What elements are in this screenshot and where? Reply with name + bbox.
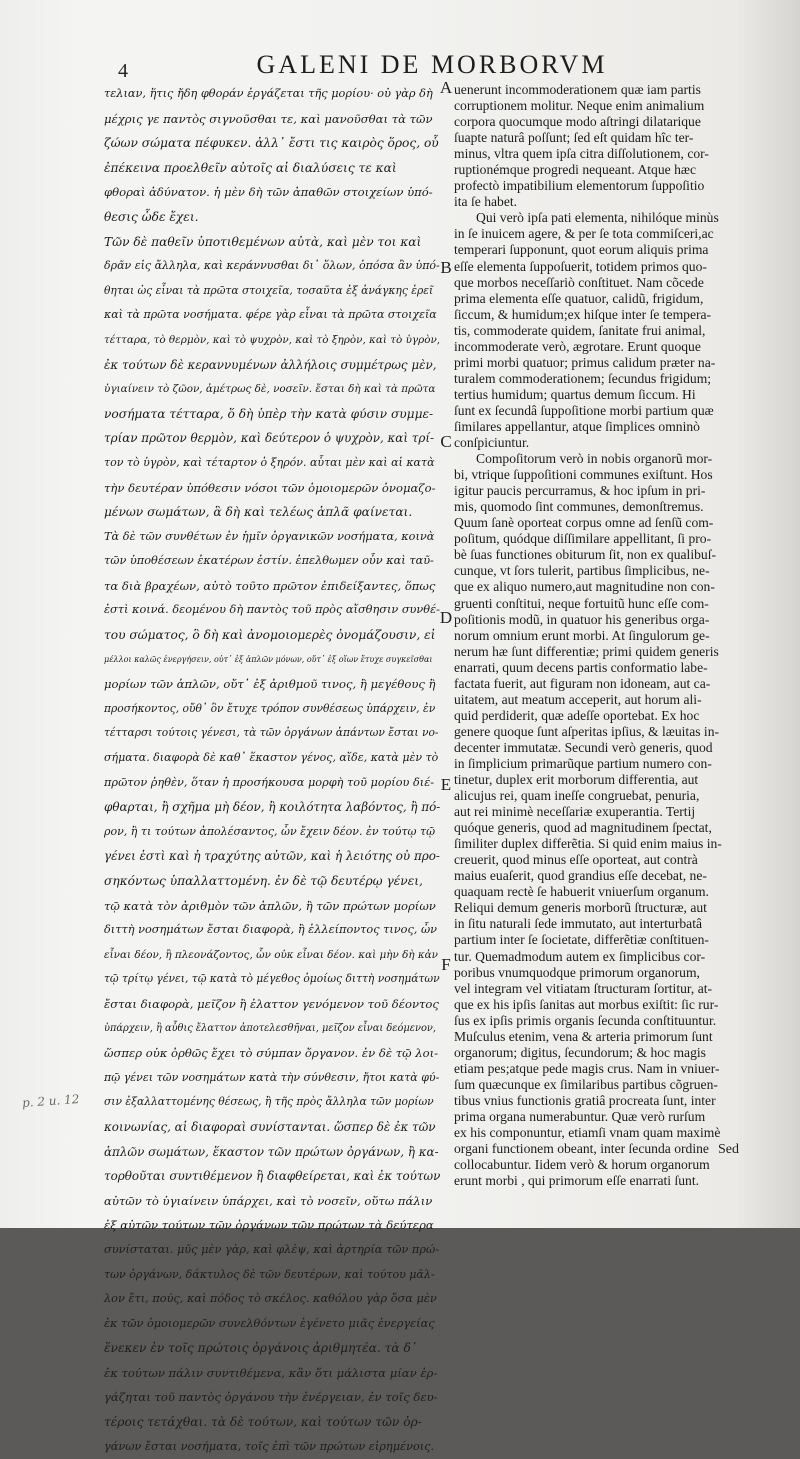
greek-text-line: μέλλοι καλῶς ἐνεργήσειν, οὐτ᾽ ἐξ ἁπλῶν μόνων, οὔτ᾽ ἐξ οἵων ἔτυχε συγκεῖσθαι bbox=[104, 654, 433, 664]
section-marker: B bbox=[440, 258, 452, 277]
latin-text-line: tibus vnius functionis gratiâ procreata ſunt, inter bbox=[454, 1092, 716, 1108]
latin-text-line: que ex aliquo numero,aut magnitudine non con- bbox=[454, 579, 715, 595]
latin-text-line: organi functionem obeant, inter ſecunda ordine bbox=[454, 1141, 709, 1157]
latin-text-line: turalem commoderationem; ſecundus frigidum; bbox=[454, 370, 712, 386]
greek-text-line: καὶ τὰ πρῶτα νοσήματα. φέρε γὰρ εἶναι τὰ πρῶτα στοιχεῖα bbox=[104, 308, 437, 322]
latin-text-line: corruptionem molitur. Neque enim animalium bbox=[454, 98, 705, 114]
greek-text-line: Τὰ δὲ τῶν συνθέτων ἐν ἡμῖν ὀργανικῶν νοσήματα, κοινὰ bbox=[104, 529, 435, 543]
greek-text-line: τα διὰ βραχέων, αὐτὸ τοῦτο πρῶτον ἐπιδείξαντες, ὅπως bbox=[104, 578, 436, 593]
latin-text-line: ſuapte naturâ poſſunt; ſed eſt quidam hîc ter- bbox=[454, 130, 694, 146]
greek-text-line: θηται ὡς εἶναι τὰ πρῶτα στοιχεῖα, τοσαῦτα ἐξ ἀνάγκης ἐρεῖ bbox=[104, 283, 434, 297]
page-header bbox=[112, 48, 752, 84]
latin-text-line: ſiccum, & humidum;ex hiſque inter ſe tempera- bbox=[454, 306, 712, 322]
greek-text-line: ζώων σώματα πέφυκεν. ἀλλ᾽ ἔστι τις καιρὸς ὅρος, οὗ bbox=[104, 136, 439, 151]
greek-text-line: αὐτῶν τὸ ὑγιαίνειν ὑπάρχει, καὶ τὸ νοσεῖν, οὕτω πάλιν bbox=[104, 1193, 433, 1208]
latin-text-line: ſimiliter duplex differẽtia. Si quid enim maius in- bbox=[454, 836, 722, 852]
greek-text-line: τὴν δευτέραν ὑπόθεσιν νόσοι τῶν ὁμοιομερῶν ὀνομαζο- bbox=[104, 480, 436, 495]
greek-text-line: θεσις ὧδε ἔχει. bbox=[104, 209, 199, 224]
section-marker: D bbox=[439, 608, 453, 627]
latin-text-line: nerum hæ ſunt differentiæ; primi quidem generis bbox=[454, 643, 719, 659]
latin-text-line: Qui verò ipſa pati elementa, nihilóque minùs bbox=[476, 210, 719, 226]
latin-text-line: genere quoque ſunt aſperitas ipſius, & læuitas in- bbox=[454, 723, 720, 739]
greek-text-line: τρίαν πρῶτον θερμὸν, καὶ δεύτερον ὁ ψυχρὸν, καὶ τρί- bbox=[104, 431, 435, 446]
latin-text-line: ſimilares appellantur, atque ſimplices omninò bbox=[454, 418, 700, 434]
greek-text-line: φθαρται, ἢ σχῆμα μὴ δέον, ἢ κοιλότητα λαβόντος, ἢ πό- bbox=[104, 800, 441, 815]
greek-text-line: σηκόντως ὑπαλλαττομένη. ἐν δὲ τῷ δευτέρῳ γένει, bbox=[104, 874, 423, 888]
greek-text-line: γένει ἐστὶ καὶ ἡ τραχύτης αὐτῶν, καὶ ἡ λειότης οὐ προ- bbox=[104, 849, 440, 864]
latin-text-line: incommoderate verò, ægrotare. Erunt quoque bbox=[454, 338, 701, 354]
greek-text-line: Τῶν δὲ παθεῖν ὑποτιθεμένων αὐτὰ, καὶ μὲν τοι καὶ bbox=[104, 234, 422, 249]
latin-text-line: in ſe inuicem agere, & per ſe tota commiſceri,ac bbox=[454, 226, 714, 242]
greek-text-line: κοινωνίας, αἱ διαφοραὶ συνίστανται. ὥσπερ δὲ ἐκ τῶν bbox=[104, 1119, 436, 1134]
latin-text-line: ſum quæcunque ex ſimilaribus partibus cõgruen- bbox=[454, 1076, 718, 1092]
greek-text-line: σήματα. διαφορὰ δὲ καθ᾽ ἕκαστον γένος, αἵδε, κατὰ μὲν τὸ bbox=[104, 751, 439, 765]
latin-text-line: ſunt ex ſecundâ ſuppoſitione morbi partium quæ bbox=[454, 402, 714, 418]
greek-text-line: τέροις τετάχθαι. τὰ δὲ τούτων, καὶ τούτων τῶν ὀρ- bbox=[104, 1415, 422, 1430]
latin-text-line: decenter immutatæ. Secundi verò generis, quod bbox=[454, 739, 713, 755]
latin-text-line: tur. Quemadmodum autem ex ſimplicibus cor- bbox=[454, 948, 706, 964]
latin-text-line: minus, vltra quem ipſa citra diſſolutionem, cor- bbox=[454, 146, 709, 162]
latin-text-line: conſpiciuntur. bbox=[454, 435, 530, 451]
latin-text-line: temperari ſupponunt, quot eorum aliquis prima bbox=[454, 242, 709, 258]
latin-text-line: poſitum, quódque diſſimilare appellitant, ſi pro- bbox=[454, 531, 712, 547]
handwritten-margin-note: p. 2 u. 12 bbox=[21, 1092, 80, 1110]
greek-text-line: γάνων ἔσται νοσήματα, τοῖς ἐπὶ τῶν πρώτων εἰρημένοις. bbox=[104, 1439, 435, 1453]
latin-text-line: Compoſitorum verò in nobis organorũ mor- bbox=[476, 451, 713, 467]
latin-text-line: profectò impatibilium elementorum ſuppoſitio bbox=[454, 178, 705, 194]
latin-text-line: cunque, vt ſors tulerit, partibus ſimplicibus, ne- bbox=[454, 563, 710, 579]
latin-text-line: bi, vtrique ſuppoſitioni communes exiſtunt. Hos bbox=[454, 467, 713, 483]
latin-text-line: alicujus rei, quam ineſſe congruebat, penuria, bbox=[454, 788, 700, 804]
latin-text-line: prima organa numerabuntur. Quæ verò rurſum bbox=[454, 1109, 706, 1124]
latin-text-line: corpora quocumque modo aſtringi dilatarique bbox=[454, 114, 701, 130]
greek-text-line: μέχρις γε παντὸς σιγνοῦσθαι τε, καὶ μανοῦσθαι τὰ τῶν bbox=[104, 111, 433, 126]
latin-text-line: primi morbi quatuor; primus calidum præter na- bbox=[454, 354, 716, 370]
latin-text-line: partium inter ſe ſocietate, differẽtiæ conſtituen- bbox=[454, 932, 709, 948]
latin-text-line: gruenti conſtitui, neque fortuitũ hunc eſſe com- bbox=[454, 595, 709, 611]
greek-text-line: των ὀργάνων, δάκτυλος δὲ τῶν δευτέρων, καὶ τούτου μᾶλ- bbox=[104, 1267, 435, 1281]
latin-text-line: que ex his ipſis ſanitas aut morbus exiſtit: ſic rur- bbox=[454, 996, 719, 1012]
latin-text-line: uenerunt incommoderationem quæ iam partis bbox=[454, 82, 701, 97]
latin-text-line: factata fuerit, aut figuram non idoneam, aut ca- bbox=[454, 675, 711, 691]
greek-text-line: ἐκ τούτων πάλιν συντιθέμενα, κἂν ὅτι μάλιστα μίαν ἐρ- bbox=[104, 1365, 438, 1380]
latin-text-line: maius euaſerit, quod grandius eſſe decebat, ne- bbox=[454, 868, 707, 884]
section-marker: C bbox=[440, 432, 452, 451]
section-marker: A bbox=[439, 78, 453, 97]
latin-text-line: erunt morbi , qui primorum eſſe enarrati ſunt. bbox=[454, 1173, 699, 1189]
latin-text-line: Quum ſanè oporteat corpus omne ad ſenſũ com- bbox=[454, 515, 714, 531]
latin-text-line: organorum; digitus, ſecundorum; & hoc magis bbox=[454, 1044, 706, 1060]
page-number: 4 bbox=[118, 60, 128, 82]
latin-text-line: collocabuntur. Iidem verò & horum organorum bbox=[454, 1157, 710, 1173]
section-marker: E bbox=[440, 775, 452, 794]
greek-text-line: λον ἔτι, πούς, καὶ πόδος τὸ σκέλος. καθόλου γὰρ ὅσα μὲν bbox=[104, 1292, 437, 1306]
catchword: Sed bbox=[718, 1142, 739, 1157]
latin-text-line: prima elementa eſſe quatuor, calidũ, frigidum, bbox=[454, 290, 704, 306]
latin-text-line: uitatem, aut meatum acceperit, aut horum ali- bbox=[454, 691, 702, 707]
latin-text-line: poſitionis modũ, in quatuor his generibus orga- bbox=[454, 611, 710, 627]
latin-text-line: tis, commoderate quidem, ſanitate frui animal, bbox=[454, 322, 706, 338]
latin-text-line: ita ſe habet. bbox=[454, 194, 518, 210]
greek-text-line: τῷ κατὰ τὸν ἀριθμὸν τῶν ἁπλῶν, ἢ τῶν πρώτων μορίων bbox=[104, 898, 436, 913]
latin-text-line: vel integram vel vitiatam ſtructuram ſortitur, at- bbox=[454, 980, 713, 996]
greek-text-line: του σώματος, ὃ δὴ καὶ ἀνομοιομερὲς ὀνομάζουσιν, εἰ bbox=[104, 628, 436, 643]
latin-text-line: quaquam rectè ſe habuerit vniuerſum organum. bbox=[454, 884, 709, 900]
greek-text-line: τον τὸ ὑγρὸν, καὶ τέταρτον ὁ ξηρόν. αὗται μὲν καὶ αἱ κατὰ bbox=[104, 455, 435, 469]
greek-text-line: ἔσται διαφορὰ, μεῖζον ἢ ἐλαττον γενόμενον τοῦ δέοντος bbox=[104, 996, 439, 1011]
latin-text-line: quóque generis, quod ad magnitudinem ſpectat, bbox=[454, 820, 712, 836]
latin-text-line: aut rei minimè neceſſariæ exuperantia. Tertij bbox=[454, 804, 696, 820]
greek-text-column bbox=[104, 82, 440, 1459]
latin-text-line: que morbos neceſſariò conſtituet. Nam cõcede bbox=[454, 274, 704, 290]
greek-text-line: τῶν ὑποθέσεων ἑκατέρων ἐστίν. ἐπελθωμεν οὖν καὶ ταῦ- bbox=[104, 554, 434, 568]
latin-text-line: ex his componuntur, etiamſi vnam quam maximè bbox=[454, 1125, 721, 1141]
greek-text-line: πῷ γένει τῶν νοσημάτων κατὰ τὴν σύνθεσιν, ἤτοι κατὰ φύ- bbox=[104, 1070, 440, 1084]
greek-text-line: τῷ τρίτῳ γένει, τῷ κατὰ τὸ μέγεθος ὁμοίως διττὴ νοσημάτων bbox=[104, 972, 440, 986]
greek-text-line: εἶναι δέον, ἢ πλεονάζοντος, ὧν οὐκ εἶναι δέον. καὶ μὴν δὴ κἀν bbox=[104, 948, 438, 961]
greek-text-line: ἐκ τῶν ὁμοιομερῶν συνελθόντων ἐγένετο μιᾶς ἐνεργείας bbox=[104, 1316, 435, 1330]
greek-text-line: νοσήματα τέτταρα, ὅ δὴ ὑπὲρ τὴν κατὰ φύσιν συμμε- bbox=[104, 406, 434, 421]
greek-text-line: ἁπλῶν σωμάτων, ἕκαστον τῶν πρώτων ὀργάνων, ἢ κα- bbox=[104, 1144, 439, 1159]
latin-text-line: tinetur, duplex erit morborum differentia, aut bbox=[454, 772, 699, 788]
latin-text-line: Reliqui demum generis morborũ ſtructuræ, aut bbox=[454, 900, 707, 916]
latin-text-line: Muſculus etenim, vena & arteria primorum ſunt bbox=[454, 1028, 713, 1044]
latin-text-line: quid perdiderit, quæ adeſſe oportebat. Ex hoc bbox=[454, 707, 700, 723]
greek-text-line: τέτταρα, τὸ θερμὸν, καὶ τὸ ψυχρὸν, καὶ τὸ ξηρὸν, καὶ τὸ ὑγρὸν, bbox=[104, 333, 441, 346]
greek-text-line: ὑπάρχειν, ἢ αὖθις ἔλαττον ἀποτελεσθῆναι, μεῖζον εἶναι δεόμενον, bbox=[104, 1022, 436, 1034]
greek-text-line: σιν ἐξαλλαττομένης θέσεως, ἢ τῆς πρὸς ἄλληλα τῶν μορίων bbox=[104, 1095, 434, 1109]
latin-text-line: in ſitu naturali ſede immutato, aut interturbatâ bbox=[454, 916, 703, 932]
greek-text-line: ὑγιαίνειν τὸ ζῶον, ἀμέτρως δὲ, νοσεῖν. ἔσται δὴ καὶ τὰ πρῶτα bbox=[104, 383, 436, 396]
greek-text-line: προσήκοντος, οὔθ᾽ ὃν ἔτυχε τρόπον συνθέσεως ὑπάρχειν, ἐν bbox=[104, 701, 436, 715]
latin-text-line: etiam pes;atque pede magis crus. Nam in vniuer- bbox=[454, 1060, 720, 1076]
section-marker: F bbox=[441, 955, 451, 974]
latin-text-line: bè ſuas functiones obiturum ſit, non ex qualibuſ- bbox=[454, 547, 717, 563]
latin-text-column bbox=[454, 82, 754, 1189]
latin-text-line: ſus ex ipſis primis organis ſecunda conſtituuntur. bbox=[454, 1012, 717, 1028]
latin-text-line: eſſe elementa ſuppoſuerit, totidem primos quo- bbox=[454, 258, 707, 274]
greek-text-line: φθοραὶ ἀδύνατον. ἡ μὲν δὴ τῶν ἀπαθῶν στοιχείων ὑπό- bbox=[104, 185, 433, 200]
greek-text-line: συνίσταται. μῦς μὲν γὰρ, καὶ φλὲψ, καὶ ἀρτηρία τῶν πρώ- bbox=[104, 1242, 440, 1256]
running-title: GALENI DE MORBORVM bbox=[256, 50, 608, 79]
latin-text-line: mis, quomodo ſint communes, demonſtremus. bbox=[454, 499, 704, 515]
greek-text-line: ἐξ αὐτῶν τούτων τῶν ὀργάνων τῶν πρώτων τὰ δεύτερα bbox=[104, 1218, 434, 1233]
greek-text-line: διττὴ νοσημάτων ἔσται διαφορὰ, ἢ ἐλλείποντος τινος, ὧν bbox=[104, 923, 438, 937]
greek-text-line: ὥσπερ οὐκ ὀρθῶς ἔχει τὸ σύμπαν ὄργανον. ἐν δὲ τῷ λοι- bbox=[104, 1046, 439, 1061]
greek-text-line: δρᾶν εἰς ἄλληλα, καὶ κεράννυσθαι δι᾽ ὅλων, ὁπόσα ἂν ὑπό- bbox=[104, 259, 440, 273]
greek-text-line: μένων σωμάτων, ἃ δὴ καὶ τελέως ἁπλᾶ φαίνεται. bbox=[104, 505, 413, 520]
greek-text-line: μορίων τῶν ἁπλῶν, οὔτ᾽ ἐξ ἀριθμοῦ τινος, ἢ μεγέθους ἢ bbox=[104, 677, 436, 692]
latin-text-line: enarrati, quum decens partis conformatio labe- bbox=[454, 659, 708, 675]
greek-text-line: ρον, ἢ τι τούτων ἀπολέσαντος, ὧν ἔχειν δέον. ἐν τούτῳ τῷ bbox=[104, 824, 436, 838]
greek-text-line: τέτταρσι τούτοις γένεσι, τὰ τῶν ὀργάνων ἁπάντων ἔσται νο- bbox=[104, 726, 439, 740]
greek-text-line: τορθοῦται συντιθέμενον ἢ διαφθείρεται, καὶ ἐκ τούτων bbox=[104, 1169, 441, 1184]
latin-text-line: ruptionémque progredi nequeant. Atque hæc bbox=[454, 162, 696, 178]
greek-text-line: ἐστὶ κοινά. δεομένου δὴ παντὸς τοῦ πρὸς αἴσθησιν συνθέ- bbox=[104, 603, 440, 617]
greek-text-line: ἕνεκεν ἐν τοῖς πρώτοις ὀργάνοις ἀριθμητέα. τὰ δ᾽ bbox=[104, 1341, 417, 1356]
latin-text-line: igitur paucis percurramus, & hoc ipſum in pri- bbox=[454, 483, 706, 499]
greek-text-line: γάζηται τοῦ παντὸς ὀργάνου τὴν ἐνέργειαν, ἐν τοῖς δευ- bbox=[104, 1390, 438, 1405]
greek-text-line: πρῶτον ῥηθὲν, ὅταν ἡ προσήκουσα μορφὴ τοῦ μορίου διέ- bbox=[104, 775, 435, 789]
latin-text-line: tertius humidum; quartus demum ſiccum. Hi bbox=[454, 386, 696, 402]
greek-text-line: τελιαν, ἥτις ἤδη φθοράν ἐργάζεται τῆς μορίου· οὐ γὰρ δὴ bbox=[104, 87, 433, 100]
greek-text-line: ἐκ τούτων δὲ κεραννυμένων ἀλλήλοις συμμέτρως μὲν, bbox=[104, 357, 437, 372]
latin-text-line: creuerit, quod minus eſſe oporteat, aut contrà bbox=[454, 852, 698, 868]
latin-text-line: norum omnium erunt morbi. At ſingulorum ge- bbox=[454, 627, 710, 643]
latin-text-line: in ſimplicium primarũque partium numero con- bbox=[454, 755, 712, 771]
latin-text-line: poribus vnumquodque primorum organorum, bbox=[454, 964, 700, 980]
greek-text-line: ἐπέκεινα προελθεῖν αὐτοῖς αἱ διαλύσεις τε καὶ bbox=[104, 160, 397, 175]
